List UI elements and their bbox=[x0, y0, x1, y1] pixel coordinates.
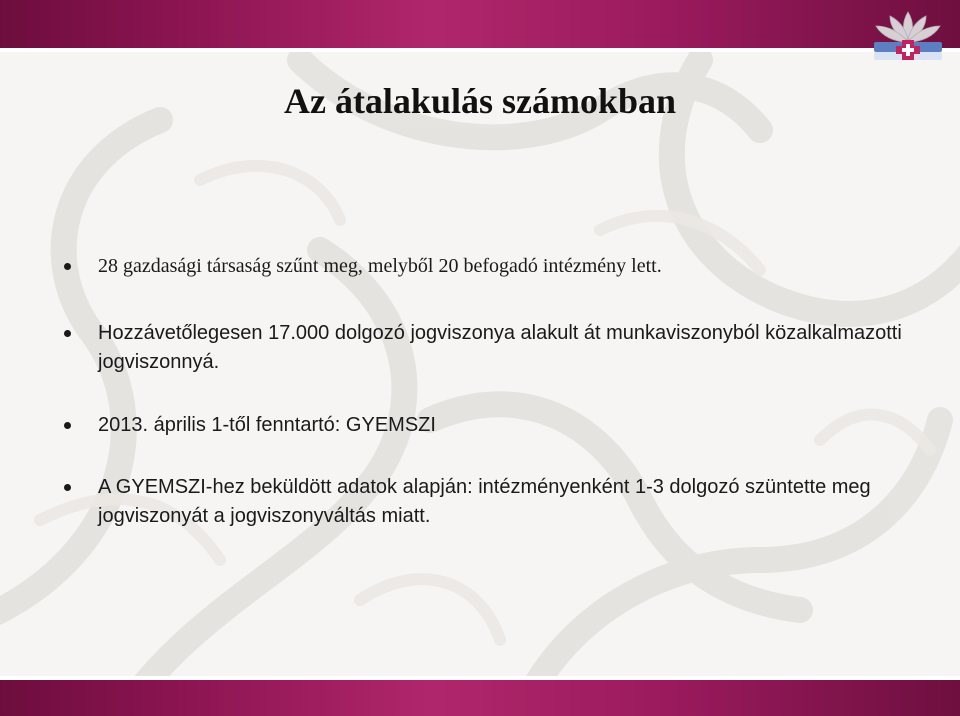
slide-title: Az átalakulás számokban bbox=[283, 81, 677, 121]
bullet-dot-icon bbox=[64, 484, 71, 491]
bullet-text: Hozzávetőlegesen 17.000 dolgozó jogviszonya alakult át munkaviszonyból közalkalmazotti jogviszonnyá. bbox=[98, 322, 902, 373]
bottom-band bbox=[0, 676, 960, 716]
bullet-dot-icon bbox=[64, 422, 71, 429]
bullet-item bbox=[64, 473, 924, 531]
bullet-text: A GYEMSZI-hez beküldött adatok alapján: intézményenként 1-3 dolgozó szüntette meg jogviszonyát a jogviszonyváltás miatt. bbox=[98, 476, 871, 527]
bullet-item bbox=[64, 252, 924, 281]
bullet-dot-icon bbox=[64, 330, 71, 337]
bullet-text: 28 gazdasági társaság szűnt meg, melyből 20 befogadó intézmény lett. bbox=[98, 255, 662, 277]
bullet-dot-icon bbox=[64, 263, 71, 270]
lotus-cross-icon bbox=[866, 6, 950, 72]
bullet-text: 2013. április 1-től fenntartó: GYEMSZI bbox=[98, 414, 436, 436]
bullet-list bbox=[64, 252, 924, 531]
bullet-item bbox=[64, 319, 924, 377]
top-band bbox=[0, 0, 960, 52]
bullet-item bbox=[64, 411, 924, 440]
